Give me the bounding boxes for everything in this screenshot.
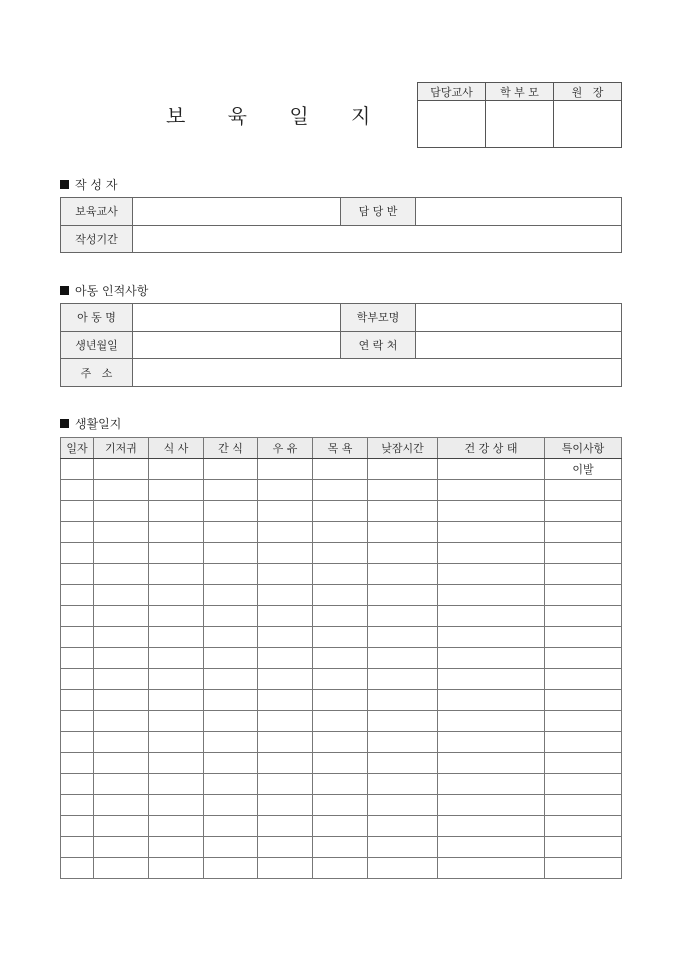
col-header-notes: 특이사항 [545, 438, 622, 459]
table-row [61, 627, 622, 648]
table-row [61, 837, 622, 858]
cell-diaper[interactable] [94, 732, 149, 753]
cell-diaper[interactable] [94, 774, 149, 795]
cell-diaper[interactable] [94, 816, 149, 837]
cell-health[interactable] [438, 564, 545, 585]
cell-health[interactable] [438, 711, 545, 732]
cell-snack[interactable] [204, 711, 258, 732]
cell-meal[interactable] [149, 669, 204, 690]
cell-notes[interactable] [545, 564, 622, 585]
cell-diaper[interactable] [94, 564, 149, 585]
class-field[interactable] [416, 198, 622, 226]
cell-health[interactable] [438, 690, 545, 711]
cell-diaper[interactable] [94, 585, 149, 606]
table-row [61, 858, 622, 879]
cell-health[interactable] [438, 606, 545, 627]
teacher-field[interactable] [133, 198, 341, 226]
cell-meal[interactable] [149, 564, 204, 585]
cell-meal[interactable] [149, 648, 204, 669]
child-info-table [60, 303, 622, 387]
cell-diaper[interactable] [94, 459, 149, 480]
cell-health[interactable] [438, 837, 545, 858]
table-row [61, 606, 622, 627]
col-header-meal: 식 사 [149, 438, 204, 459]
cell-snack[interactable] [204, 816, 258, 837]
cell-health[interactable] [438, 543, 545, 564]
cell-milk[interactable] [258, 480, 313, 501]
cell-milk[interactable] [258, 564, 313, 585]
col-header-milk: 우 유 [258, 438, 313, 459]
cell-snack[interactable] [204, 564, 258, 585]
cell-bath[interactable] [313, 837, 368, 858]
cell-notes[interactable] [545, 837, 622, 858]
cell-nap[interactable] [368, 774, 438, 795]
cell-diaper[interactable] [94, 690, 149, 711]
cell-date[interactable] [61, 459, 94, 480]
address-field[interactable] [133, 359, 622, 387]
cell-date[interactable] [61, 816, 94, 837]
cell-snack[interactable] [204, 627, 258, 648]
cell-date[interactable] [61, 564, 94, 585]
cell-date[interactable] [61, 753, 94, 774]
cell-nap[interactable] [368, 753, 438, 774]
cell-date[interactable] [61, 606, 94, 627]
cell-health[interactable] [438, 774, 545, 795]
child-name-label: 아 동 명 [61, 304, 133, 332]
cell-meal[interactable] [149, 795, 204, 816]
cell-snack[interactable] [204, 459, 258, 480]
cell-date[interactable] [61, 480, 94, 501]
cell-nap[interactable] [368, 522, 438, 543]
cell-bath[interactable] [313, 774, 368, 795]
cell-nap[interactable] [368, 501, 438, 522]
cell-meal[interactable] [149, 774, 204, 795]
square-bullet-icon [60, 419, 69, 428]
table-row [61, 501, 622, 522]
cell-notes[interactable] [545, 648, 622, 669]
cell-date[interactable] [61, 837, 94, 858]
cell-nap[interactable] [368, 795, 438, 816]
cell-notes[interactable] [545, 501, 622, 522]
table-row [61, 690, 622, 711]
cell-notes[interactable] [545, 795, 622, 816]
cell-health[interactable] [438, 732, 545, 753]
cell-milk[interactable] [258, 543, 313, 564]
cell-meal[interactable] [149, 543, 204, 564]
cell-meal[interactable] [149, 501, 204, 522]
table-row [61, 669, 622, 690]
period-label: 작성기간 [61, 225, 133, 253]
cell-nap[interactable] [368, 858, 438, 879]
cell-snack[interactable] [204, 690, 258, 711]
contact-label: 연 락 처 [341, 331, 416, 359]
cell-milk[interactable] [258, 795, 313, 816]
cell-health[interactable] [438, 795, 545, 816]
cell-diaper[interactable] [94, 480, 149, 501]
cell-diaper[interactable] [94, 753, 149, 774]
table-row [61, 711, 622, 732]
cell-nap[interactable] [368, 459, 438, 480]
cell-meal[interactable] [149, 711, 204, 732]
square-bullet-icon [60, 286, 69, 295]
cell-milk[interactable] [258, 585, 313, 606]
cell-milk[interactable] [258, 627, 313, 648]
col-header-diaper: 기저귀 [94, 438, 149, 459]
table-row [61, 648, 622, 669]
section-author-heading: 작 성 자 [60, 176, 117, 193]
cell-health[interactable] [438, 669, 545, 690]
cell-notes[interactable] [545, 606, 622, 627]
cell-diaper[interactable] [94, 606, 149, 627]
cell-notes[interactable] [545, 585, 622, 606]
cell-notes[interactable] [545, 858, 622, 879]
cell-milk[interactable] [258, 753, 313, 774]
cell-date[interactable] [61, 858, 94, 879]
birth-field[interactable] [133, 331, 341, 359]
square-bullet-icon [60, 180, 69, 189]
cell-milk[interactable] [258, 606, 313, 627]
approval-sign-parent[interactable] [486, 101, 554, 148]
cell-nap[interactable] [368, 690, 438, 711]
cell-diaper[interactable] [94, 795, 149, 816]
approval-sign-director[interactable] [554, 101, 622, 148]
table-row [61, 564, 622, 585]
section-child-heading: 아동 인적사항 [60, 282, 148, 299]
cell-milk[interactable] [258, 690, 313, 711]
cell-meal[interactable] [149, 753, 204, 774]
table-row [61, 753, 622, 774]
cell-bath[interactable] [313, 690, 368, 711]
cell-date[interactable] [61, 585, 94, 606]
address-label: 주 소 [61, 359, 133, 387]
cell-milk[interactable] [258, 459, 313, 480]
table-row [61, 543, 622, 564]
cell-notes[interactable] [545, 774, 622, 795]
cell-bath[interactable] [313, 564, 368, 585]
cell-bath[interactable] [313, 858, 368, 879]
cell-diaper[interactable] [94, 627, 149, 648]
approval-sign-teacher[interactable] [418, 101, 486, 148]
cell-notes[interactable] [545, 732, 622, 753]
cell-diaper[interactable] [94, 648, 149, 669]
cell-date[interactable] [61, 795, 94, 816]
cell-notes[interactable] [545, 522, 622, 543]
cell-diaper[interactable] [94, 858, 149, 879]
cell-meal[interactable] [149, 585, 204, 606]
cell-diaper[interactable] [94, 522, 149, 543]
cell-snack[interactable] [204, 732, 258, 753]
cell-bath[interactable] [313, 585, 368, 606]
cell-notes[interactable] [545, 816, 622, 837]
table-row [61, 795, 622, 816]
birth-label: 생년월일 [61, 331, 133, 359]
col-header-health: 건 강 상 태 [438, 438, 545, 459]
cell-snack[interactable] [204, 774, 258, 795]
cell-bath[interactable] [313, 543, 368, 564]
col-header-nap: 낮잠시간 [368, 438, 438, 459]
cell-date[interactable] [61, 627, 94, 648]
cell-snack[interactable] [204, 795, 258, 816]
cell-milk[interactable] [258, 837, 313, 858]
cell-milk[interactable] [258, 522, 313, 543]
cell-snack[interactable] [204, 480, 258, 501]
cell-meal[interactable] [149, 732, 204, 753]
cell-notes[interactable] [545, 627, 622, 648]
author-table [60, 197, 622, 253]
cell-notes[interactable] [545, 690, 622, 711]
table-row [61, 459, 622, 480]
cell-diaper[interactable] [94, 711, 149, 732]
table-row [61, 480, 622, 501]
cell-bath[interactable] [313, 627, 368, 648]
cell-bath[interactable] [313, 606, 368, 627]
cell-notes[interactable] [545, 711, 622, 732]
cell-snack[interactable] [204, 669, 258, 690]
cell-snack[interactable] [204, 858, 258, 879]
cell-notes[interactable] [545, 753, 622, 774]
daily-log-table [60, 437, 622, 879]
cell-meal[interactable] [149, 606, 204, 627]
parent-name-label: 학부모명 [341, 304, 416, 332]
cell-bath[interactable] [313, 795, 368, 816]
approval-header-parent: 학 부 모 [486, 83, 554, 101]
cell-health[interactable] [438, 858, 545, 879]
cell-nap[interactable] [368, 816, 438, 837]
cell-bath[interactable] [313, 480, 368, 501]
cell-nap[interactable] [368, 627, 438, 648]
col-header-bath: 목 욕 [313, 438, 368, 459]
cell-bath[interactable] [313, 732, 368, 753]
cell-meal[interactable] [149, 522, 204, 543]
cell-meal[interactable] [149, 480, 204, 501]
cell-date[interactable] [61, 690, 94, 711]
cell-bath[interactable] [313, 753, 368, 774]
table-row [61, 774, 622, 795]
cell-nap[interactable] [368, 669, 438, 690]
cell-meal[interactable] [149, 627, 204, 648]
cell-diaper[interactable] [94, 837, 149, 858]
cell-health[interactable] [438, 816, 545, 837]
cell-date[interactable] [61, 732, 94, 753]
cell-date[interactable] [61, 501, 94, 522]
cell-meal[interactable] [149, 858, 204, 879]
cell-notes[interactable] [545, 480, 622, 501]
cell-health[interactable] [438, 753, 545, 774]
approval-header-teacher: 담당교사 [418, 83, 486, 101]
table-row [61, 816, 622, 837]
cell-date[interactable] [61, 522, 94, 543]
cell-milk[interactable] [258, 732, 313, 753]
cell-milk[interactable] [258, 858, 313, 879]
class-label: 담 당 반 [341, 198, 416, 226]
cell-snack[interactable] [204, 837, 258, 858]
cell-nap[interactable] [368, 711, 438, 732]
cell-diaper[interactable] [94, 501, 149, 522]
cell-milk[interactable] [258, 501, 313, 522]
approval-header-director: 원 장 [554, 83, 622, 101]
cell-date[interactable] [61, 543, 94, 564]
cell-snack[interactable] [204, 522, 258, 543]
cell-health[interactable] [438, 648, 545, 669]
cell-health[interactable] [438, 459, 545, 480]
cell-diaper[interactable] [94, 543, 149, 564]
table-row [61, 522, 622, 543]
cell-snack[interactable] [204, 606, 258, 627]
cell-bath[interactable] [313, 501, 368, 522]
cell-nap[interactable] [368, 648, 438, 669]
contact-field[interactable] [416, 331, 622, 359]
parent-name-field[interactable] [416, 304, 622, 332]
cell-meal[interactable] [149, 459, 204, 480]
cell-snack[interactable] [204, 501, 258, 522]
cell-health[interactable] [438, 480, 545, 501]
cell-date[interactable] [61, 711, 94, 732]
cell-bath[interactable] [313, 459, 368, 480]
cell-notes[interactable] [545, 669, 622, 690]
cell-milk[interactable] [258, 711, 313, 732]
section-daily-heading: 생활일지 [60, 415, 121, 432]
table-row [61, 732, 622, 753]
cell-snack[interactable] [204, 585, 258, 606]
cell-nap[interactable] [368, 480, 438, 501]
cell-milk[interactable] [258, 774, 313, 795]
col-header-snack: 간 식 [204, 438, 258, 459]
cell-meal[interactable] [149, 837, 204, 858]
cell-milk[interactable] [258, 669, 313, 690]
cell-milk[interactable] [258, 816, 313, 837]
cell-health[interactable] [438, 585, 545, 606]
cell-notes[interactable]: 이발 [545, 459, 622, 480]
cell-nap[interactable] [368, 543, 438, 564]
cell-nap[interactable] [368, 585, 438, 606]
cell-bath[interactable] [313, 816, 368, 837]
cell-nap[interactable] [368, 564, 438, 585]
cell-nap[interactable] [368, 837, 438, 858]
cell-bath[interactable] [313, 522, 368, 543]
cell-meal[interactable] [149, 816, 204, 837]
teacher-label: 보육교사 [61, 198, 133, 226]
col-header-date: 일자 [61, 438, 94, 459]
page-title: 보 육 일 지 [166, 104, 389, 128]
table-row [61, 585, 622, 606]
cell-date[interactable] [61, 648, 94, 669]
cell-date[interactable] [61, 774, 94, 795]
cell-nap[interactable] [368, 732, 438, 753]
cell-bath[interactable] [313, 711, 368, 732]
cell-notes[interactable] [545, 543, 622, 564]
cell-snack[interactable] [204, 543, 258, 564]
cell-snack[interactable] [204, 648, 258, 669]
cell-health[interactable] [438, 522, 545, 543]
cell-date[interactable] [61, 669, 94, 690]
cell-health[interactable] [438, 627, 545, 648]
cell-health[interactable] [438, 501, 545, 522]
cell-bath[interactable] [313, 669, 368, 690]
approval-table [417, 82, 622, 148]
cell-diaper[interactable] [94, 669, 149, 690]
child-name-field[interactable] [133, 304, 341, 332]
cell-snack[interactable] [204, 753, 258, 774]
cell-nap[interactable] [368, 606, 438, 627]
cell-bath[interactable] [313, 648, 368, 669]
cell-milk[interactable] [258, 648, 313, 669]
period-field[interactable] [133, 225, 622, 253]
cell-meal[interactable] [149, 690, 204, 711]
